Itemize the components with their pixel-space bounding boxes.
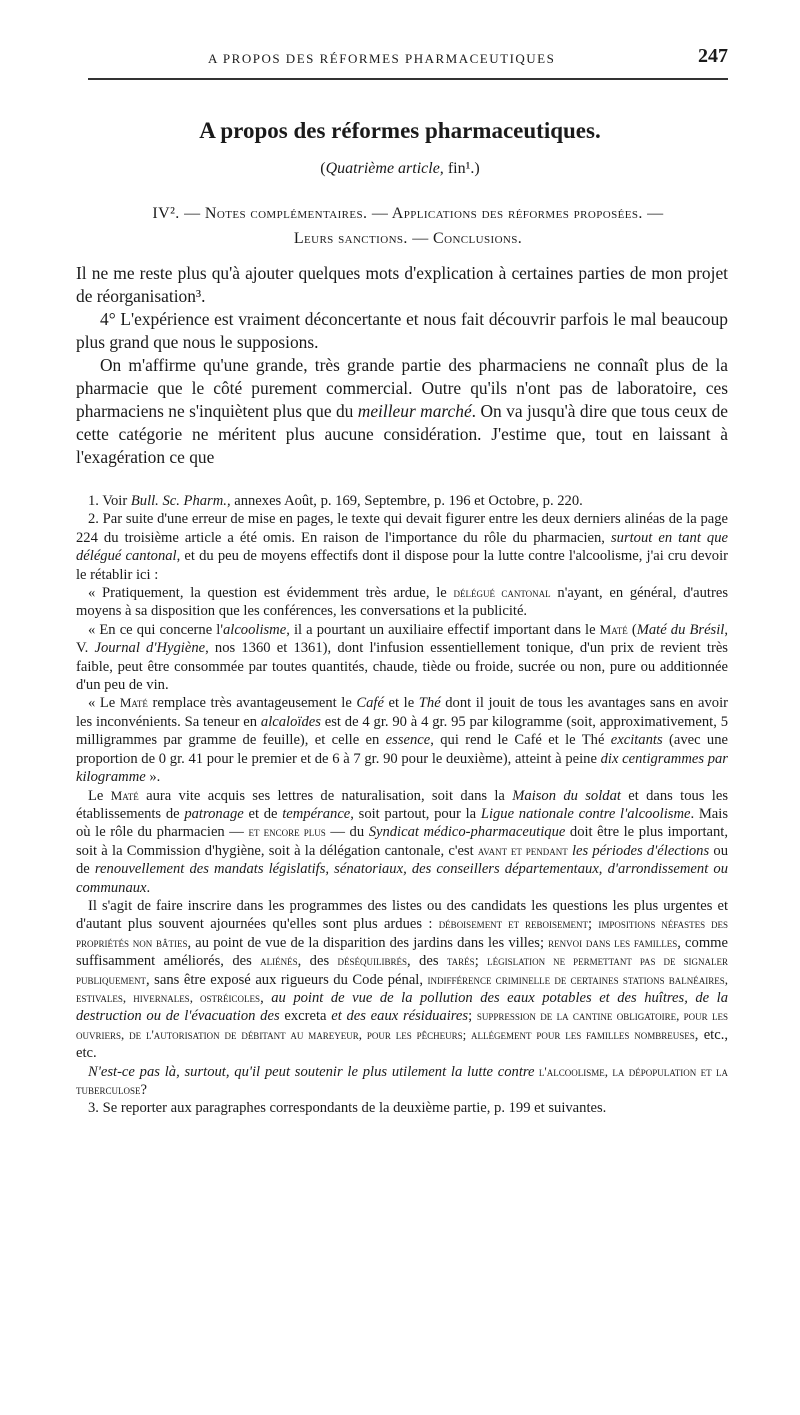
- body-paragraph-1: Il ne me reste plus qu'à ajouter quelques mots d'explication à certaines parties de mon projet de réorganisation³.: [76, 263, 728, 306]
- q3-i: est de 4 gr. 90 à 4 gr. 95 par kilogramme (soit, approximativement, 5 milligrammes par gramme de feuille), et celle en: [76, 713, 728, 749]
- q5-l: tarés: [446, 953, 475, 969]
- q5-h: aliénés: [260, 953, 298, 969]
- q6-b: l'alcoolisme, la dépopulation et la tuberculose: [76, 1063, 729, 1097]
- fn2-a: 2. Par suite d'une erreur de mise en pages, le texte qui devait figurer entre les deux derniers alinéas de la page 224 du troisième article a été omis. En raison de l'importance du rôle du pharmacien,: [76, 511, 728, 546]
- running-head-title: A PROPOS DES RÉFORMES PHARMACEUTIQUES: [208, 51, 556, 66]
- q3-l: excitants: [610, 732, 663, 749]
- q5-w: , etc., etc.: [76, 1026, 728, 1062]
- footnote-quote-1: [76, 584, 728, 621]
- q4-i: , soit partout, pour la: [350, 805, 481, 822]
- article-title: A propos des réformes pharmaceutiques.: [199, 118, 601, 143]
- q5-t: et des eaux résiduaires: [331, 1008, 469, 1025]
- fn1-c: , annexes Août, p. 169, Septembre, p. 196 et Octobre, p. 220.: [226, 493, 583, 509]
- q5-a: Il s'agit de faire inscrire dans les programmes des listes ou des candidats les questions les plus urgentes et d'autant plus souvent ajournées qu'elles sont plus ardues :: [76, 897, 728, 933]
- q3-e: et le: [383, 695, 419, 712]
- section-heading: [88, 201, 728, 251]
- running-head: [88, 45, 728, 70]
- q5-e: , au point de vue de la disparition des jardins dans les villes;: [187, 934, 549, 951]
- q3-j: essence: [385, 732, 431, 749]
- q3-n: dix centigrammes par kilogramme: [76, 750, 728, 786]
- q4-l: et encore plus: [248, 824, 326, 840]
- article-subtitle: [0, 160, 800, 178]
- q5-r: au point de vue de la pollution des eaux potables et des huîtres, de la destruction ou de l'évacuation des: [76, 989, 728, 1025]
- section-heading-line1: IV². — Notes complémentaires. — Applications des réformes proposées. —: [152, 205, 664, 222]
- q5-p: indifférence criminelle de certaines stations balnéaires, estivales, hivernales, ostréicoles: [76, 971, 728, 1005]
- q3-m: (avec une proportion de 0 gr. 41 pour le premier et de 6 à 7 gr. 90 pour le deuxième), atteint à peine: [76, 732, 728, 767]
- q4-s: ou de: [76, 842, 728, 878]
- footnote-1: [76, 492, 728, 510]
- q3-a: « Le: [88, 695, 120, 712]
- q4-d: Maison du soldat: [512, 787, 621, 804]
- p3-text-a: On m'affirme qu'une grande, très grande partie des pharmaciens ne connaît plus de la pharmacie que le côté purement commercial. Outre qu'ils n'ont pas de laboratoire, ces pharmaciens ne s'inquiètent plus que du: [76, 355, 728, 421]
- q1-b: délégué cantonal: [453, 585, 551, 601]
- q4-m: — du: [325, 824, 369, 841]
- q1-c: n'ayant, en général, d'autres moyens à sa disposition que les conférences, les conversations et la publicité.: [76, 585, 728, 620]
- q4-g: et de: [243, 805, 283, 822]
- footnote-quote-6: [76, 1063, 728, 1100]
- section-heading-line2: Leurs sanctions. — Conclusions.: [293, 230, 523, 247]
- q5-b: déboisement et reboisement: [438, 916, 588, 932]
- q5-f: renvoi dans les familles: [548, 934, 678, 950]
- footnote-3: 3. Se reporter aux paragraphes correspondants de la deuxième partie, p. 199 et suivantes.: [88, 1100, 607, 1117]
- q5-c: ;: [587, 916, 599, 933]
- q3-b: Maté: [119, 695, 148, 711]
- fn2-b: surtout en tant que délégué cantonal: [76, 529, 729, 565]
- q4-k: . Mais où le rôle du pharmacien —: [76, 805, 729, 841]
- q4-t: renouvellement des mandats législatifs, sénatoriaux, des conseillers départementaux, d'arrondissement ou communaux: [76, 861, 728, 896]
- q5-n: législation ne permettant pas de signaler publiquement: [76, 953, 729, 987]
- q2-i: , nos 1360 et 1361), dont l'infusion essentiellement tonique, d'un prix de revient très faible, peut être consommée par toutes quantités, chaude, tiède ou froide, sucrée ou non, pure ou additionnée d'un peu de vin.: [76, 640, 728, 694]
- footnotes: [76, 492, 728, 1118]
- fn1-b: Bull. Sc. Pharm.: [130, 493, 227, 509]
- page-number: 247: [698, 45, 728, 67]
- q4-n: Syndicat médico-pharmaceutique: [368, 824, 566, 841]
- q2-g: , V.: [76, 621, 728, 657]
- p3-italic: meilleur marché: [357, 401, 472, 421]
- q2-h: Journal d'Hygiène: [94, 640, 206, 657]
- q3-o: ».: [145, 769, 161, 786]
- subtitle-open: (: [320, 160, 326, 177]
- footnote-quote-3: [76, 694, 728, 786]
- q3-h: alcaloïdes: [260, 713, 321, 730]
- subtitle-rest: fin¹.): [443, 160, 480, 177]
- q2-d: Maté: [599, 621, 628, 637]
- q3-g: dont il jouit de tous les avantages sans en avoir les inconvénients. Sa teneur en: [76, 695, 729, 730]
- q3-f: Thé: [418, 695, 441, 712]
- q5-d: impositions néfastes des propriétés non bâties: [76, 916, 728, 950]
- q4-r: les périodes d'élections: [571, 842, 710, 859]
- q2-a: « En ce qui concerne l': [88, 621, 223, 638]
- q5-u: ;: [468, 1008, 477, 1025]
- q5-m: ;: [474, 953, 488, 970]
- q4-c: aura vite acquis ses lettres de naturalisation, soit dans la: [138, 787, 513, 804]
- body-paragraph-2: 4° L'expérience est vraiment déconcertante et nous fait découvrir parfois le mal beaucoup plus grand que nous le supposions.: [76, 309, 728, 352]
- q2-c: , il a pourtant un auxiliaire effectif important dans le: [286, 621, 600, 638]
- q4-u: .: [146, 879, 151, 896]
- p3-text-c: . On va jusqu'à dire que tous ceux de cette catégorie ne méritent plus aucune considération. J'estime que, tout en laissant à l'exagération ce que: [76, 401, 728, 467]
- q2-b: alcoolisme: [222, 621, 287, 638]
- q6-c: ?: [140, 1082, 147, 1098]
- q5-q: ,: [260, 989, 272, 1006]
- q4-j: Ligue nationale contre l'alcoolisme: [480, 805, 691, 822]
- main-body: [76, 262, 728, 469]
- q1-a: « Pratiquement, la question est évidemment très ardue, le: [88, 585, 454, 602]
- q5-j: déséquilibrés: [337, 953, 408, 969]
- q4-f: patronage: [184, 805, 244, 822]
- q5-s: excreta: [279, 1008, 332, 1025]
- q4-a: Le: [88, 787, 111, 804]
- footnote-quote-2: [76, 621, 728, 695]
- q5-o: , sans être exposé aux rigueurs du Code pénal,: [146, 971, 428, 988]
- q4-e: et dans tous les établissements de: [76, 787, 728, 822]
- subtitle-italic: Quatrième article,: [325, 160, 444, 177]
- footnote-quote-4: [76, 787, 728, 897]
- fn1-a: 1. Voir: [88, 493, 131, 509]
- q5-g: , comme suffisamment améliorés, des: [76, 934, 728, 970]
- header-rule: [88, 78, 728, 80]
- q5-i: , des: [297, 953, 338, 970]
- q3-c: remplace très avantageusement le: [147, 695, 357, 712]
- q4-o: doit être le plus important, soit à la Commission d'hygiène, soit à la délégation cantonale, c'est: [76, 824, 728, 859]
- q3-k: , qui rend le Café et le Thé: [430, 732, 611, 749]
- q6-a: N'est-ce pas là, surtout, qu'il peut soutenir le plus utilement la lutte contre: [88, 1063, 535, 1080]
- q5-k: , des: [407, 953, 447, 970]
- q5-v: suppression de la cantine obligatoire, pour les ouvriers, de l'autorisation de débitant au mareyeur, pour les pêcheurs; allégement pour les familles nombreuses: [76, 1008, 728, 1042]
- q4-b: Maté: [110, 787, 139, 803]
- q4-h: tempérance: [282, 805, 351, 822]
- q4-p: avant et pendant: [477, 842, 568, 858]
- body-paragraph-3: [76, 354, 728, 469]
- footnote-quote-5: [76, 897, 728, 1063]
- q3-d: Café: [356, 695, 384, 712]
- q2-f: Maté du Brésil: [636, 621, 725, 638]
- footnote-2: [76, 510, 728, 584]
- q2-e: (: [627, 621, 637, 638]
- fn2-c: , et du peu de moyens effectifs dont il dispose pour la lutte contre l'alcoolisme, j'ai cru devoir le rétablir ici :: [76, 548, 728, 583]
